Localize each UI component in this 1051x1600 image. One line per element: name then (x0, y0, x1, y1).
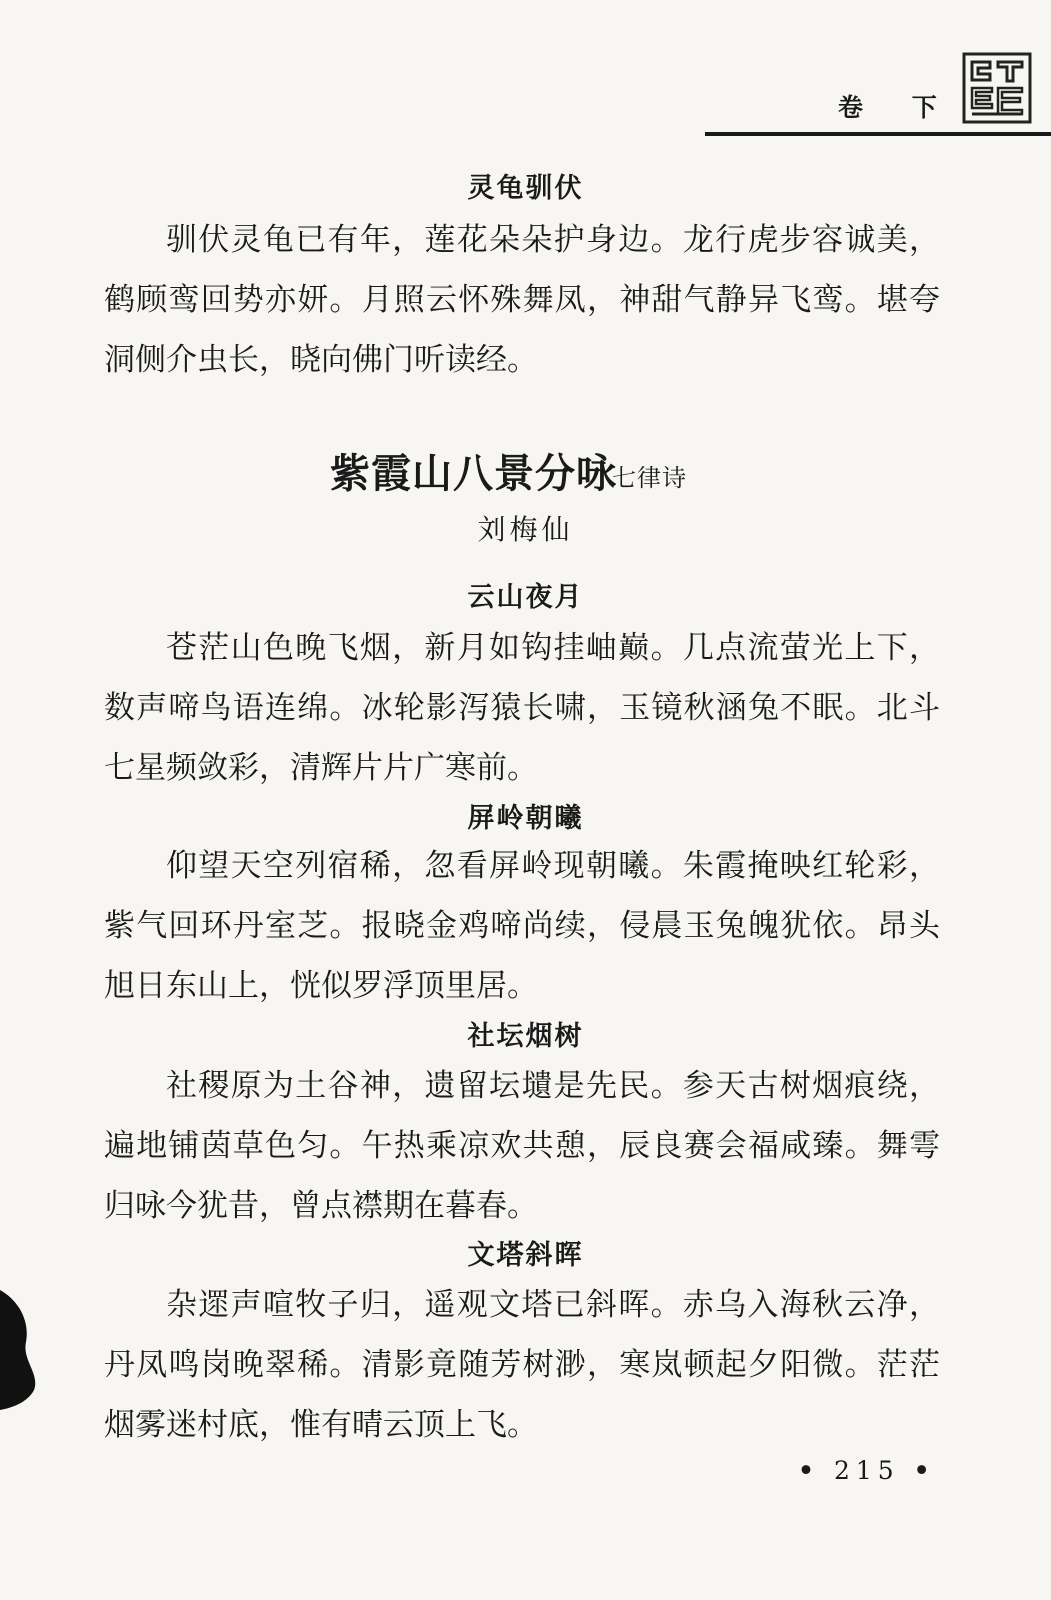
section-genre: 七律诗 (612, 464, 687, 492)
running-head: 卷 下 (838, 93, 957, 122)
poem-body: 仰望天空列宿稀，忽看屏岭现朝曦。朱霞掩映红轮彩，紫气回环丹室芝。报晓金鸡啼尚续，侵晨玉兔魄犹依。昂头旭日东山上，恍似罗浮顶里居。 (104, 848, 940, 1004)
page-number-dot-left: • (798, 1456, 820, 1485)
seal-stamp-icon (962, 52, 1032, 124)
page-number-value: 215 (833, 1456, 900, 1485)
header-rule (705, 132, 1051, 136)
poem-body: 杂遝声喧牧子归，遥观文塔已斜晖。赤乌入海秋云净，丹凤鸣岗晚翠稀。清影竟随芳树渺，寒岚顿起夕阳微。茫茫烟雾迷村底，惟有晴云顶上飞。 (104, 1287, 940, 1443)
poem-title: 屏岭朝曦 (467, 803, 584, 834)
poem-body: 苍茫山色晚飞烟，新月如钩挂岫巅。几点流萤光上下，数声啼鸟语连绵。冰轮影泻猿长啸，玉镜秋涵兔不眠。北斗七星频敛彩，清辉片片广寒前。 (104, 630, 940, 786)
page-number (798, 1456, 936, 1485)
section-title: 紫霞山八景分咏 (330, 450, 617, 497)
poem-title: 云山夜月 (467, 582, 584, 613)
page-edge-stain (0, 1290, 44, 1410)
page-number-dot-right: • (913, 1456, 936, 1485)
poem-title: 文塔斜晖 (467, 1240, 584, 1271)
poem-body: 驯伏灵龟已有年，莲花朵朵护身边。龙行虎步容诚美，鹤顾鸾回势亦妍。月照云怀殊舞凤，神甜气静异飞鸾。堪夸洞侧介虫长，晓向佛门听读经。 (104, 222, 940, 378)
poem-body: 社稷原为土谷神，遗留坛壝是先民。参天古树烟痕绕，遍地铺茵草色匀。午热乘凉欢共憩，辰良赛会福咸臻。舞雩归咏今犹昔，曾点襟期在暮春。 (104, 1068, 940, 1224)
poem-title: 灵龟驯伏 (467, 173, 584, 204)
poem-title: 社坛烟树 (467, 1021, 584, 1052)
author-name: 刘梅仙 (477, 513, 574, 546)
